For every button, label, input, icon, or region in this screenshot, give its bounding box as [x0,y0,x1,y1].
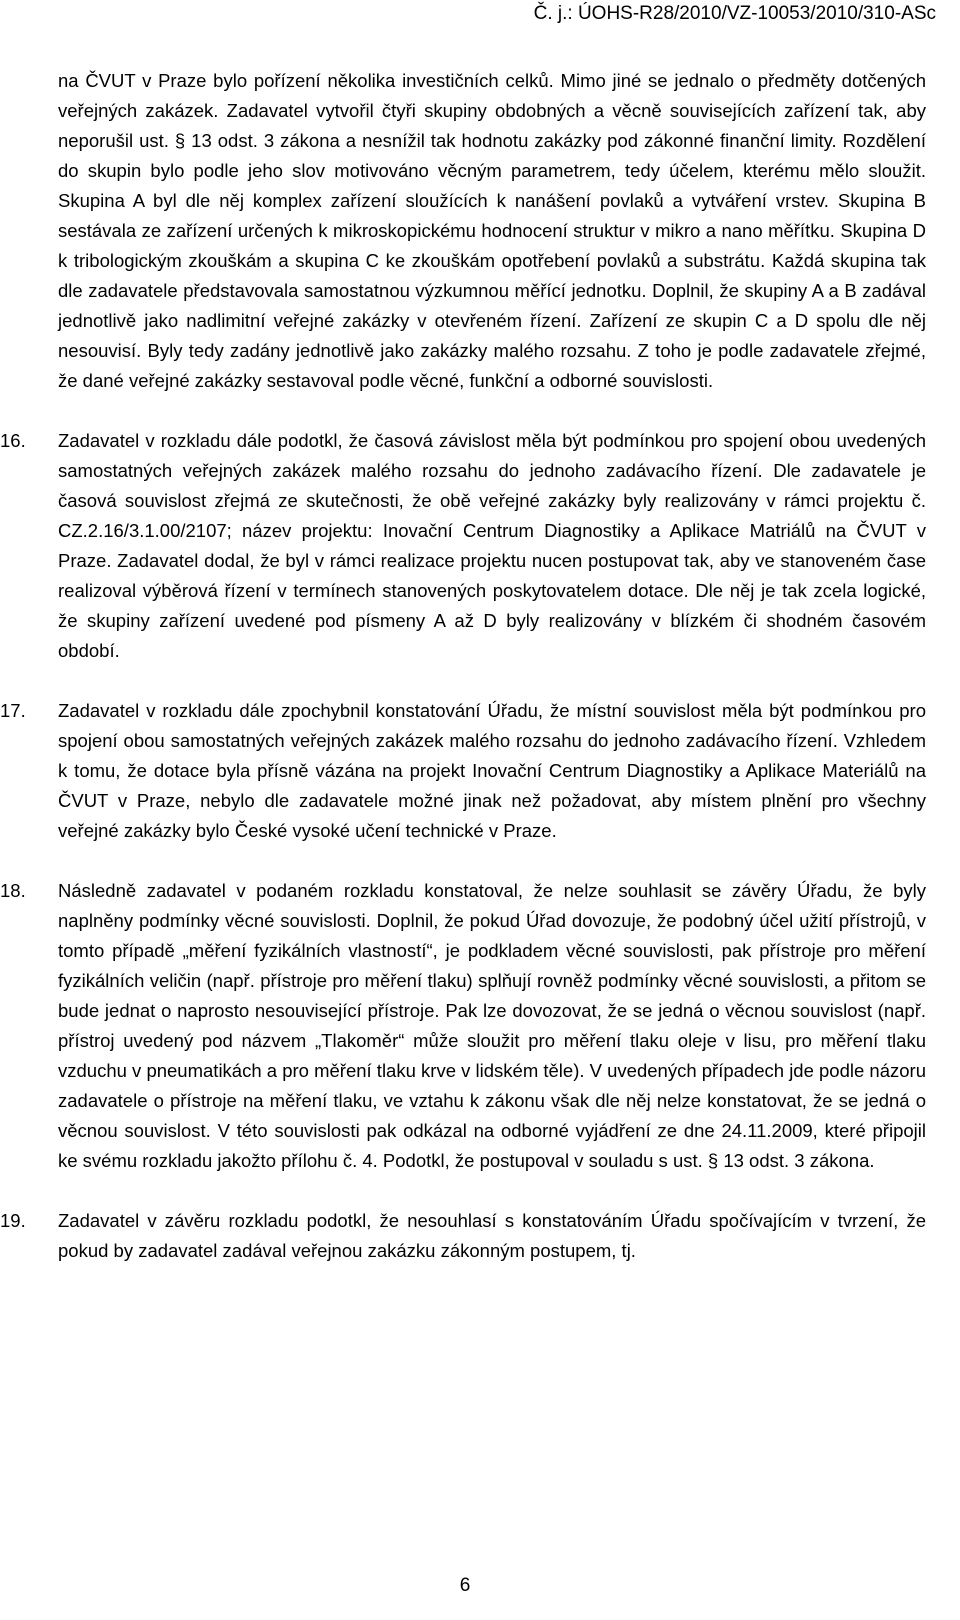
paragraph-text: Zadavatel v závěru rozkladu podotkl, že nesouhlasí s konstatováním Úřadu spočívajícím v tvrzení, že pokud by zadavatel zadával veřejnou zakázku zákonným postupem, tj. [58,1210,926,1261]
numbered-paragraph-17 [0,696,926,846]
numbered-paragraph-16 [0,426,926,666]
numbered-paragraph-18 [0,876,926,1176]
paragraph-number: 19. [0,1210,26,1231]
paragraph-text: Zadavatel v rozkladu dále zpochybnil konstatování Úřadu, že místní souvislost měla být podmínkou pro spojení obou samostatných veřejných zakázek malého rozsahu do jednoho zadávacího řízení. Vzhledem k tomu, že dotace byla přísně vázána na projekt Inovační Centrum Diagnostiky a Aplikace Materiálů na ČVUT v Praze, nebylo dle zadavatele možné jinak než požadovat, aby místem plnění pro všechny veřejné zakázky bylo České vysoké učení technické v Praze. [58,700,926,841]
numbered-paragraph-19 [0,1206,926,1266]
paragraph-text: Zadavatel v rozkladu dále podotkl, že časová závislost měla být podmínkou pro spojení obou uvedených samostatných veřejných zakázek malého rozsahu do jednoho zadávacího řízení. Dle zadavatele je časová souvislost zřejmá ze skutečnosti, že obě veřejné zakázky byly realizovány v rámci projektu č. CZ.2.16/3.1.00/2107; název projektu: Inovační Centrum Diagnostiky a Aplikace Matriálů na ČVUT v Praze. Zadavatel dodal, že byl v rámci realizace projektu nucen postupovat tak, aby ve stanoveném čase realizoval výběrová řízení v termínech stanovených poskytovatelem dotace. Dle něj je tak zcela logické, že skupiny zařízení uvedené pod písmeny A až D byly realizovány v blízkém či shodném časovém období. [58,430,926,661]
paragraph-number: 18. [0,880,26,901]
document-reference-header: Č. j.: ÚOHS-R28/2010/VZ-10053/2010/310-ASc [533,3,936,24]
page-number: 6 [459,1575,471,1596]
paragraph-number: 16. [0,430,26,451]
paragraph-text: Následně zadavatel v podaném rozkladu konstatoval, že nelze souhlasit se závěry Úřadu, že byly naplněny podmínky věcné souvislosti. Doplnil, že pokud Úřad dovozuje, že podobný účel užití přístrojů, v tomto případě „měření fyzikálních vlastností“, je podkladem věcné souvislosti, pak přístroje pro měření fyzikálních veličin (např. přístroje pro měření tlaku) splňují rovněž podmínky věcné souvislosti, a přitom se bude jednat o naprosto nesouvisející přístroje. Pak lze dovozovat, že se jedná o věcnou souvislost (např. přístroj uvedený pod názvem „Tlakoměr“ může sloužit pro měření tlaku oleje v lisu, pro měření tlaku vzduchu v pneumatikách a pro měření tlaku krve v lidském těle). V uvedených případech jde podle názoru zadavatele o přístroje na měření tlaku, ve vztahu k zákonu však dle něj nelze konstatovat, že se jedná o věcnou souvislost. V této souvislosti pak odkázal na odborné vyjádření ze dne 24.11.2009, které připojil ke svému rozkladu jakožto přílohu č. 4. Podotkl, že postupoval v souladu s ust. § 13 odst. 3 zákona. [58,880,926,1171]
intro-paragraph: na ČVUT v Praze bylo pořízení několika investičních celků. Mimo jiné se jednalo o předměty dotčených veřejných zakázek. Zadavatel vytvořil čtyři skupiny obdobných a věcně souvisejících zařízení tak, aby neporušil ust. § 13 odst. 3 zákona a nesnížil tak hodnotu zakázky pod zákonné finanční limity. Rozdělení do skupin bylo podle jeho slov motivováno věcným parametrem, tedy účelem, kterému mělo sloužit. Skupina A byl dle něj komplex zařízení sloužících k nanášení povlaků a vytváření vrstev. Skupina B sestávala ze zařízení určených k mikroskopickému hodnocení struktur v mikro a nano měřítku. Skupina D k tribologickým zkouškám a skupina C ke zkouškám opotřebení povlaků a substrátu. Každá skupina tak dle zadavatele představovala samostatnou výzkumnou měřící jednotku. Doplnil, že skupiny A a B zadával jednotlivě jako nadlimitní veřejné zakázky v otevřeném řízení. Zařízení ze skupin C a D spolu dle něj nesouvisí. Byly tedy zadány jednotlivě jako zakázky malého rozsahu. Z toho je podle zadavatele zřejmé, že dané veřejné zakázky sestavoval podle věcné, funkční a odborné souvislosti. [58,70,926,391]
paragraph-number: 17. [0,700,26,721]
document-body [0,66,926,1296]
